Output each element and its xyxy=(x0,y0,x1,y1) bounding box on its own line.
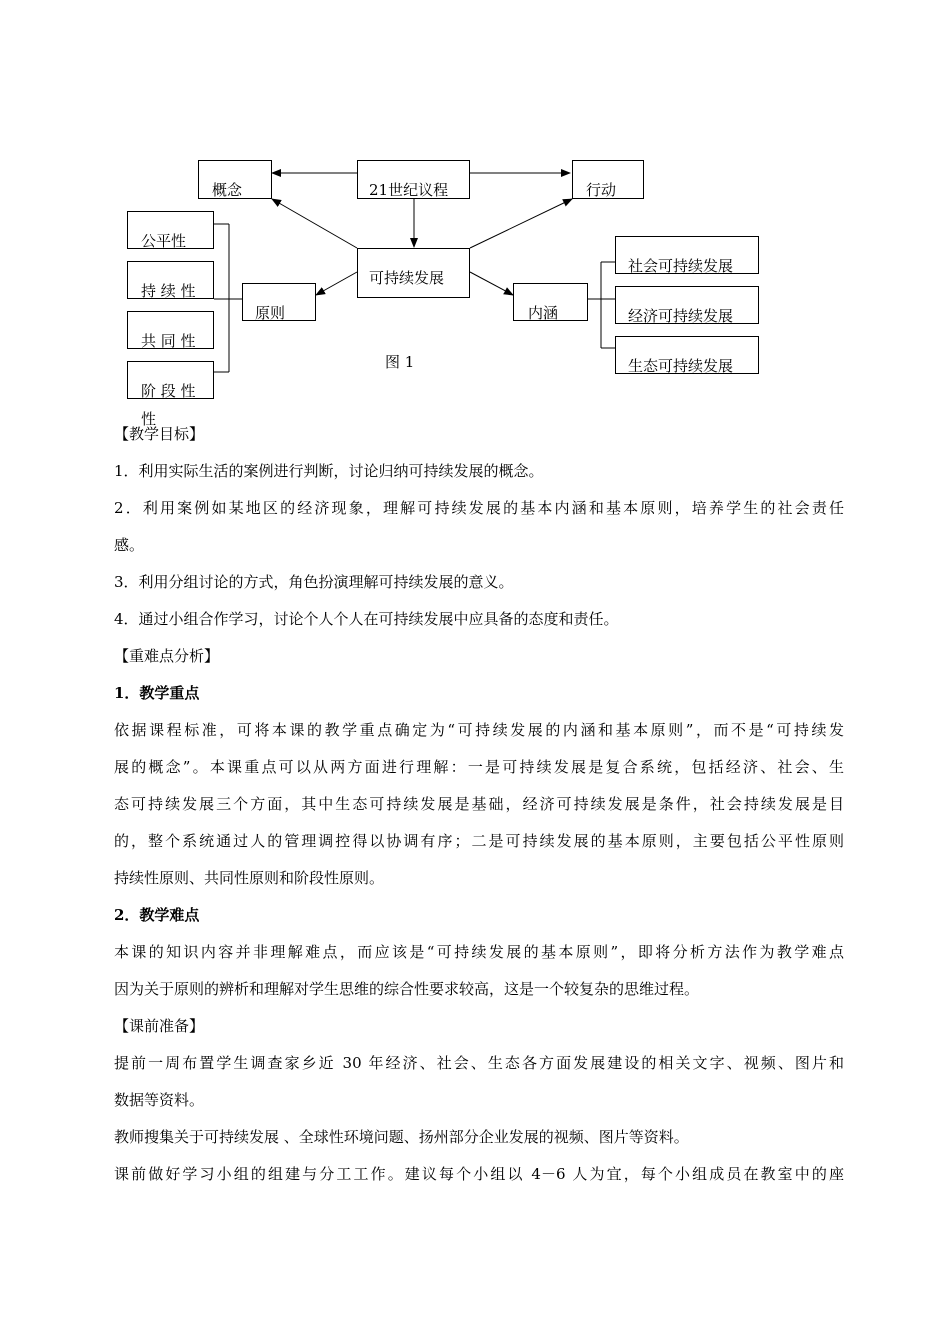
fairness-box xyxy=(127,211,214,249)
sustainable-box xyxy=(357,248,470,298)
goal-2-line-1: 2．利用案例如某地区的经济现象，理解可持续发展的基本内涵和基本原则，培养学生的社会责任 xyxy=(114,499,844,517)
figure-caption: 图 1 xyxy=(385,353,415,371)
prep-heading: 【课前准备】 xyxy=(114,1017,205,1035)
goal-2-line-2: 感。 xyxy=(114,536,145,554)
concept-label: 概念 xyxy=(212,181,243,199)
goal-1: 1．利用实际生活的案例进行判断，讨论归纳可持续发展的概念。 xyxy=(114,462,544,480)
key-line-3: 态可持续发展三个方面，其中生态可持续发展是基础，经济可持续发展是条件，社会持续发展是目 xyxy=(114,795,844,813)
diff-title: 2．教学难点 xyxy=(114,906,200,924)
ecological-label: 生态可持续发展 xyxy=(628,357,734,375)
arrow-sustainable-to-principle xyxy=(316,272,357,295)
keypoints-heading: 【重难点分析】 xyxy=(114,647,220,665)
principle-box xyxy=(242,283,316,321)
agenda-label: 21世纪议程 xyxy=(369,181,449,199)
principle-label: 原则 xyxy=(255,304,286,322)
connotation-label: 内涵 xyxy=(528,304,559,322)
action-label: 行动 xyxy=(586,181,617,199)
continuity-box xyxy=(127,261,214,299)
key-line-2: 展的概念”。本课重点可以从两方面进行理解：一是可持续发展是复合系统，包括经济、社会、生 xyxy=(114,758,844,776)
key-line-4: 的，整个系统通过人的管理调控得以协调有序；二是可持续发展的基本原则，主要包括公平性原则 xyxy=(114,832,844,850)
ecological-box xyxy=(615,336,759,374)
stage-overflow-label: 性 xyxy=(141,410,157,428)
fairness-label: 公平性 xyxy=(141,232,187,250)
agenda-box xyxy=(357,160,470,199)
prep-1-line-2: 数据等资料。 xyxy=(114,1091,205,1109)
stage-label: 阶 段 性 xyxy=(141,382,196,400)
connotation-box xyxy=(513,283,588,321)
economic-box xyxy=(615,286,759,324)
goal-3: 3．利用分组讨论的方式，角色扮演理解可持续发展的意义。 xyxy=(114,573,514,591)
key-line-1: 依据课程标准，可将本课的教学重点确定为“可持续发展的内涵和基本原则”，而不是“可持续发 xyxy=(114,721,844,739)
diagram-connectors xyxy=(0,0,950,420)
action-box xyxy=(572,160,644,199)
commonality-label: 共 同 性 xyxy=(141,332,196,350)
arrow-sustainable-to-concept xyxy=(272,199,357,248)
arrow-sustainable-to-connotation xyxy=(470,272,513,295)
prep-3: 课前做好学习小组的组建与分工工作。建议每个小组以 4－6 人为宜，每个小组成员在教室中的座 xyxy=(114,1165,844,1183)
sustainable-label: 可持续发展 xyxy=(369,269,445,287)
goal-4: 4．通过小组合作学习，讨论个人个人在可持续发展中应具备的态度和责任。 xyxy=(114,610,619,628)
stage-box xyxy=(127,361,214,428)
key-title: 1．教学重点 xyxy=(114,684,200,702)
concept-box xyxy=(198,160,272,199)
arrow-sustainable-to-action xyxy=(470,199,572,248)
social-box xyxy=(615,236,759,274)
diff-line-1: 本课的知识内容并非理解难点，而应该是“可持续发展的基本原则”，即将分析方法作为教学难点 xyxy=(114,943,844,961)
economic-label: 经济可持续发展 xyxy=(628,307,734,325)
key-line-5: 持续性原则、共同性原则和阶段性原则。 xyxy=(114,869,385,887)
prep-1-line-1: 提前一周布置学生调查家乡近 30 年经济、社会、生态各方面发展建设的相关文字、视频、图片和 xyxy=(114,1054,844,1072)
commonality-box xyxy=(127,311,214,349)
prep-2: 教师搜集关于可持续发展 、全球性环境问题、扬州部分企业发展的视频、图片等资料。 xyxy=(114,1128,689,1146)
continuity-label: 持 续 性 xyxy=(141,282,196,300)
diff-line-2: 因为关于原则的辨析和理解对学生思维的综合性要求较高，这是一个较复杂的思维过程。 xyxy=(114,980,700,998)
goals-heading: 【教学目标】 xyxy=(114,425,205,443)
body-text xyxy=(114,416,844,1193)
social-label: 社会可持续发展 xyxy=(628,257,734,275)
